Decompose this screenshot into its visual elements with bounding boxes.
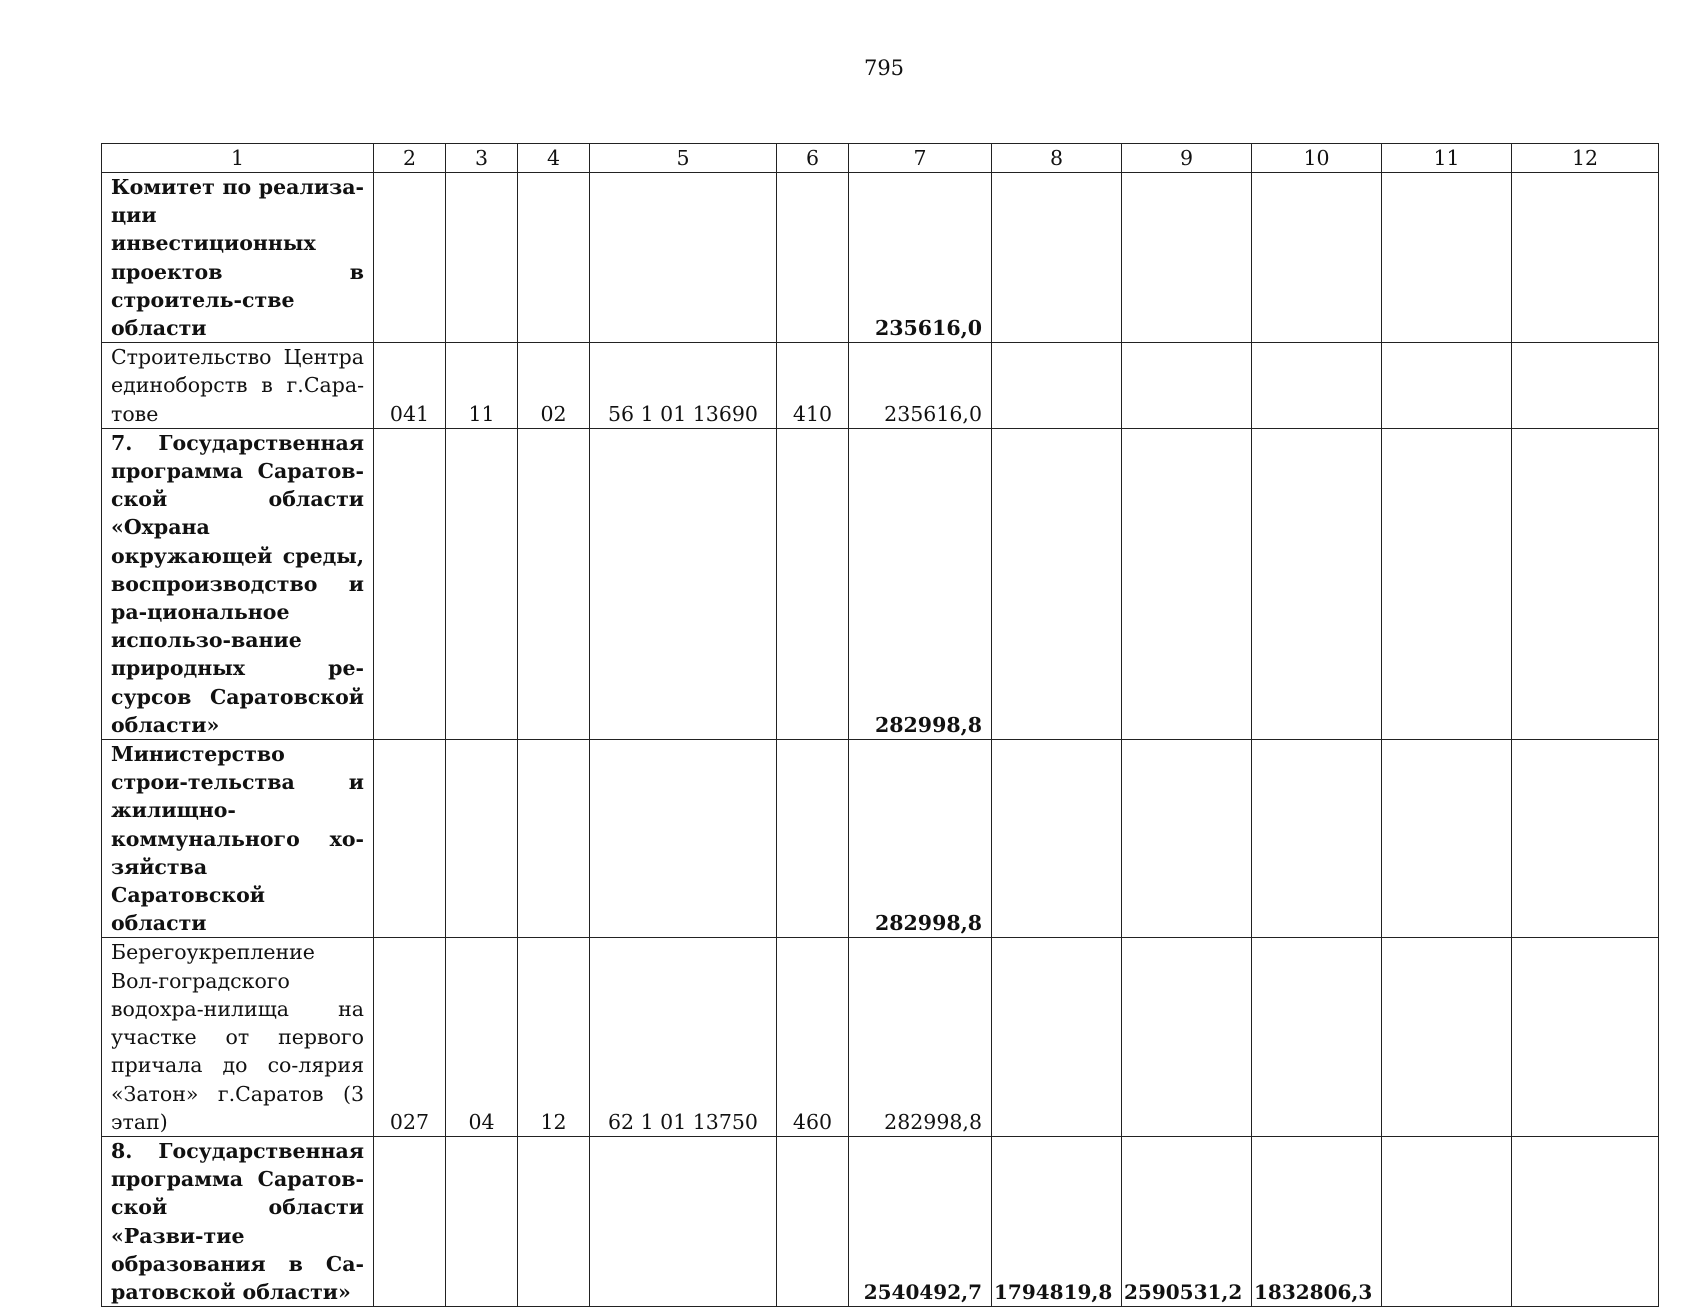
cell-amount-col9 bbox=[1122, 428, 1252, 739]
column-header: 12 bbox=[1512, 144, 1659, 173]
column-header: 1 bbox=[102, 144, 374, 173]
table-row bbox=[102, 173, 1659, 343]
cell-section-code: 04 bbox=[446, 938, 518, 1136]
column-header: 4 bbox=[518, 144, 590, 173]
cell-amount-col8 bbox=[992, 343, 1122, 429]
cell-amount-col7: 2540492,7 bbox=[849, 1136, 992, 1306]
row-name-cell: Берегоукрепление Вол-гоградского водохра-нилища на участке от первого причала до со-лярия «Затон» г.Саратов (3 этап) bbox=[102, 938, 374, 1136]
cell-expense-type bbox=[777, 173, 849, 343]
table-row bbox=[102, 343, 1659, 429]
cell-amount-col11 bbox=[1382, 740, 1512, 938]
cell-amount-col12 bbox=[1512, 343, 1659, 429]
cell-amount-col11 bbox=[1382, 938, 1512, 1136]
row-name-cell: 7. Государственная программа Саратов-ской области «Охрана окружающей среды, воспроизводство и ра-циональное использо-вание природных ре-сурсов Саратовской области» bbox=[102, 428, 374, 739]
column-header: 8 bbox=[992, 144, 1122, 173]
cell-amount-col12 bbox=[1512, 938, 1659, 1136]
cell-expense-type bbox=[777, 1136, 849, 1306]
cell-target-code bbox=[590, 428, 777, 739]
cell-section-code bbox=[446, 1136, 518, 1306]
cell-amount-col10 bbox=[1252, 173, 1382, 343]
cell-ministry-code: 041 bbox=[374, 343, 446, 429]
cell-section-code bbox=[446, 740, 518, 938]
table-row bbox=[102, 740, 1659, 938]
cell-amount-col7: 235616,0 bbox=[849, 343, 992, 429]
table-row bbox=[102, 1136, 1659, 1306]
cell-amount-col9 bbox=[1122, 740, 1252, 938]
cell-expense-type bbox=[777, 740, 849, 938]
cell-ministry-code bbox=[374, 173, 446, 343]
cell-amount-col7: 282998,8 bbox=[849, 938, 992, 1136]
column-header: 6 bbox=[777, 144, 849, 173]
column-header: 5 bbox=[590, 144, 777, 173]
cell-subsection-code bbox=[518, 173, 590, 343]
cell-amount-col9 bbox=[1122, 173, 1252, 343]
cell-expense-type: 460 bbox=[777, 938, 849, 1136]
cell-amount-col8 bbox=[992, 173, 1122, 343]
cell-amount-col11 bbox=[1382, 428, 1512, 739]
cell-ministry-code bbox=[374, 740, 446, 938]
cell-ministry-code: 027 bbox=[374, 938, 446, 1136]
cell-amount-col10 bbox=[1252, 740, 1382, 938]
cell-target-code bbox=[590, 740, 777, 938]
column-header: 3 bbox=[446, 144, 518, 173]
cell-section-code bbox=[446, 428, 518, 739]
column-header: 11 bbox=[1382, 144, 1512, 173]
cell-amount-col8 bbox=[992, 740, 1122, 938]
cell-ministry-code bbox=[374, 1136, 446, 1306]
cell-target-code: 56 1 01 13690 bbox=[590, 343, 777, 429]
cell-amount-col8 bbox=[992, 428, 1122, 739]
column-header: 10 bbox=[1252, 144, 1382, 173]
row-name-cell: Комитет по реализа-ции инвестиционных проектов в строитель-стве области bbox=[102, 173, 374, 343]
cell-amount-col11 bbox=[1382, 343, 1512, 429]
cell-target-code bbox=[590, 1136, 777, 1306]
page-number: 795 bbox=[863, 56, 905, 80]
cell-amount-col7: 235616,0 bbox=[849, 173, 992, 343]
cell-amount-col9 bbox=[1122, 343, 1252, 429]
table-row bbox=[102, 428, 1659, 739]
column-header-row bbox=[102, 144, 1659, 173]
cell-amount-col12 bbox=[1512, 1136, 1659, 1306]
cell-subsection-code bbox=[518, 1136, 590, 1306]
row-name-cell: Строительство Центра единоборств в г.Сара-тове bbox=[102, 343, 374, 429]
cell-amount-col7: 282998,8 bbox=[849, 740, 992, 938]
cell-section-code bbox=[446, 173, 518, 343]
cell-subsection-code: 12 bbox=[518, 938, 590, 1136]
column-header: 7 bbox=[849, 144, 992, 173]
cell-section-code: 11 bbox=[446, 343, 518, 429]
cell-subsection-code bbox=[518, 428, 590, 739]
cell-subsection-code: 02 bbox=[518, 343, 590, 429]
cell-ministry-code bbox=[374, 428, 446, 739]
table-row bbox=[102, 938, 1659, 1136]
cell-target-code bbox=[590, 173, 777, 343]
cell-amount-col7: 282998,8 bbox=[849, 428, 992, 739]
row-name-cell: 8. Государственная программа Саратов-ской области «Разви-тие образования в Са-ратовской области» bbox=[102, 1136, 374, 1306]
row-name-cell: Министерство строи-тельства и жилищно-коммунального хо-зяйства Саратовской области bbox=[102, 740, 374, 938]
column-header: 9 bbox=[1122, 144, 1252, 173]
cell-target-code: 62 1 01 13750 bbox=[590, 938, 777, 1136]
cell-amount-col11 bbox=[1382, 173, 1512, 343]
cell-amount-col9 bbox=[1122, 938, 1252, 1136]
cell-amount-col11 bbox=[1382, 1136, 1512, 1306]
cell-amount-col12 bbox=[1512, 740, 1659, 938]
cell-amount-col10 bbox=[1252, 428, 1382, 739]
cell-expense-type bbox=[777, 428, 849, 739]
cell-amount-col9: 2590531,2 bbox=[1122, 1136, 1252, 1306]
cell-amount-col10 bbox=[1252, 343, 1382, 429]
cell-amount-col10 bbox=[1252, 938, 1382, 1136]
cell-expense-type: 410 bbox=[777, 343, 849, 429]
cell-subsection-code bbox=[518, 740, 590, 938]
cell-amount-col8: 1794819,8 bbox=[992, 1136, 1122, 1306]
cell-amount-col8 bbox=[992, 938, 1122, 1136]
cell-amount-col10: 1832806,3 bbox=[1252, 1136, 1382, 1306]
column-header: 2 bbox=[374, 144, 446, 173]
cell-amount-col12 bbox=[1512, 428, 1659, 739]
budget-table bbox=[101, 143, 1659, 1307]
cell-amount-col12 bbox=[1512, 173, 1659, 343]
